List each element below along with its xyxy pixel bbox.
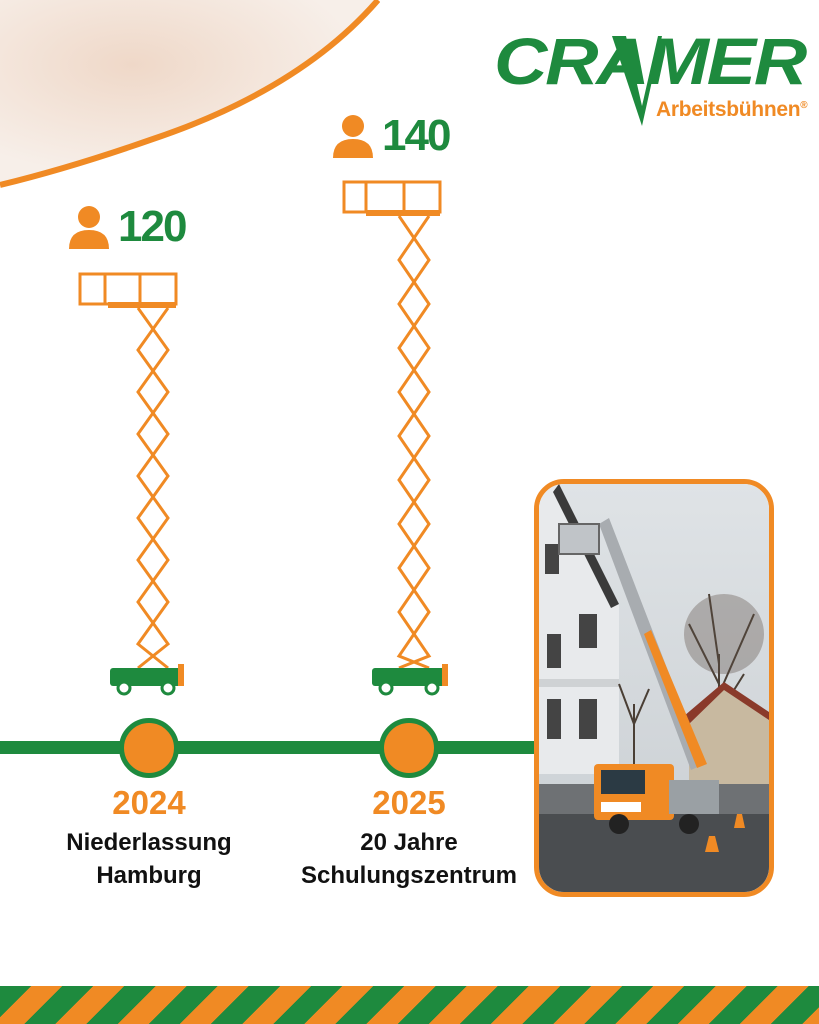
timeline-marker-2024 [119,718,179,778]
capacity-value: 120 [118,202,186,251]
year-2025: 2025 [372,784,446,821]
description-line: Hamburg [96,862,202,889]
scissor-lift-illustration [78,272,188,702]
description-line: 20 Jahre [360,829,458,856]
capacity-value: 140 [382,111,450,160]
brand-subtitle: Arbeitsbühnen® [656,98,808,121]
description-line: Schulungszentrum [300,862,517,889]
milestone-2024-description [9,826,289,892]
person-icon [68,205,110,249]
timeline-line [0,741,540,754]
person-icon [332,114,374,158]
bottom-stripe-border [0,986,819,1024]
year-2024: 2024 [112,784,186,821]
timeline-marker-2025 [379,718,439,778]
milestone-2025-description [269,826,549,892]
brand-name: CRAMER [494,24,805,98]
corner-decoration [0,0,380,200]
logo-chevron-icon [612,28,662,128]
capacity-2025 [332,111,449,161]
capacity-2024 [68,202,185,252]
scissor-lift-illustration [342,180,452,702]
brand-logo [494,24,808,128]
description-line: Niederlassung [66,829,232,856]
truck-platform-photo [534,479,774,897]
